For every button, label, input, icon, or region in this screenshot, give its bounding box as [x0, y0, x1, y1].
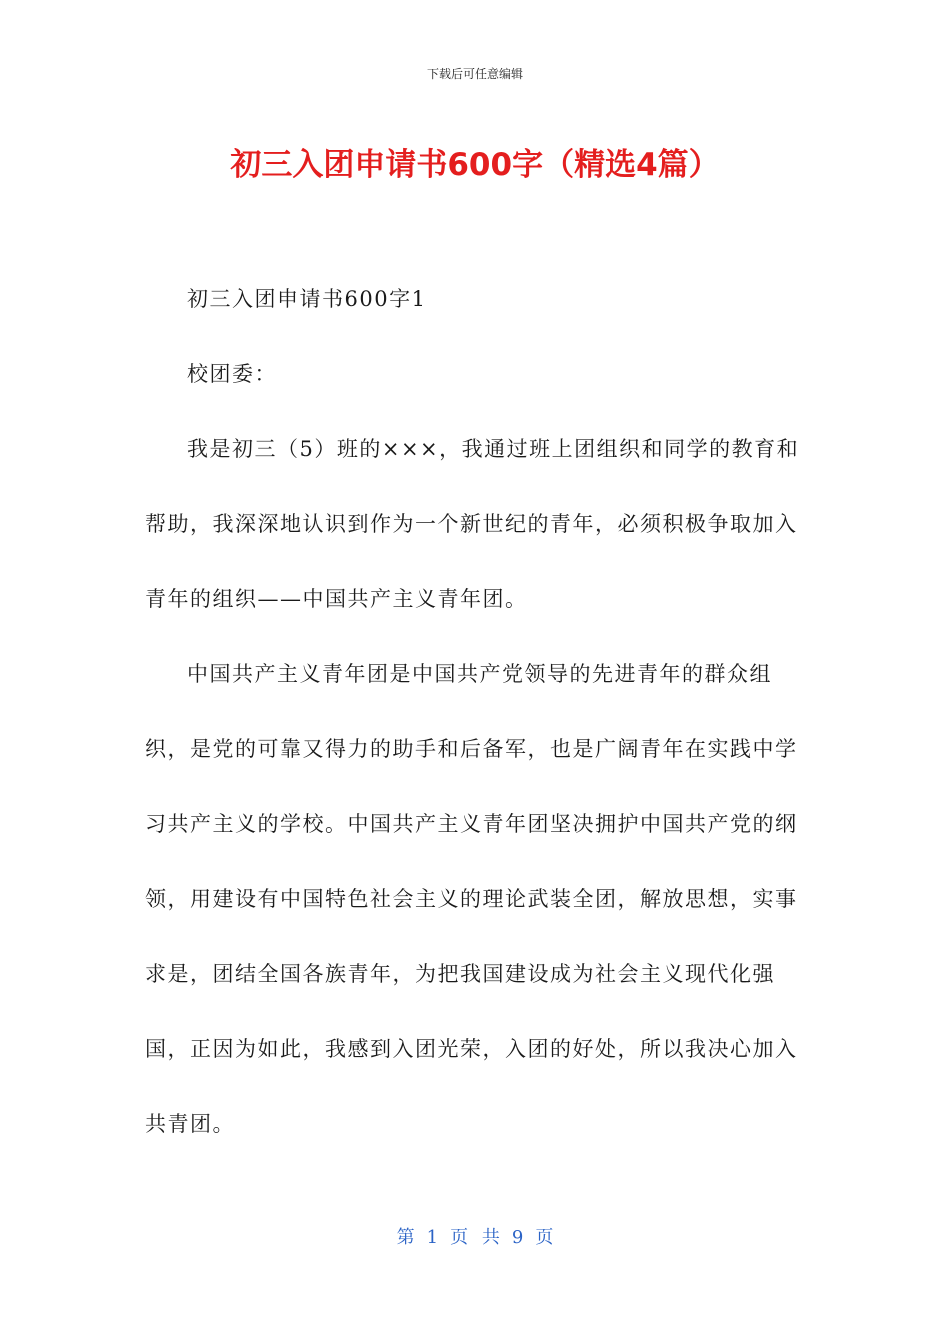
document-body [145, 262, 805, 1162]
page-footer [0, 1226, 950, 1250]
salutation: 校团委： [187, 362, 277, 386]
footer-page-total: 9 [511, 1227, 524, 1248]
section-heading: 初三入团申请书600字1 [187, 287, 427, 311]
body-paragraph-1: 我是初三（5）班的×××，我通过班上团组织和同学的教育和帮助，我深深地认识到作为一个新世纪的青年，必须积极争取加入青年的组织——中国共产主义青年团。 [145, 437, 800, 611]
footer-page-prefix: 第 [396, 1227, 415, 1248]
page-header-note: 下载后可任意编辑 [426, 67, 523, 81]
document-title: 初三入团申请书600字（精选4篇） [230, 147, 720, 183]
body-paragraph-2: 中国共产主义青年团是中国共产党领导的先进青年的群众组织，是党的可靠又得力的助手和后备军，也是广阔青年在实践中学习共产主义的学校。中国共产主义青年团坚决拥护中国共产党的纲领，用建设有中国特色社会主义的理论武装全团，解放思想，实事求是，团结全国各族青年，为把我国建设成为社会主义现代化强国，正因为如此，我感到入团光荣，入团的好处，所以我决心加入共青团。 [145, 662, 798, 1136]
footer-page-suffix: 页 [535, 1227, 554, 1248]
footer-page-number: 1 [426, 1227, 439, 1248]
footer-page-mid: 页 共 [450, 1227, 500, 1248]
